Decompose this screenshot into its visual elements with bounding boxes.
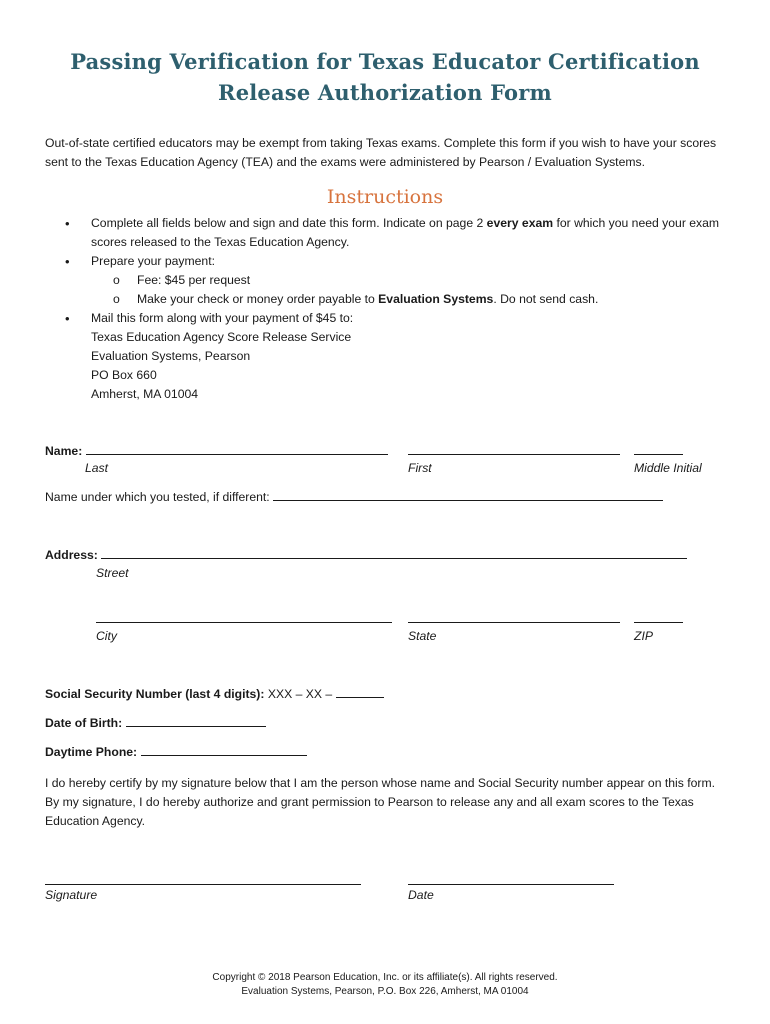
footer-address: Evaluation Systems, Pearson, P.O. Box 226, Amherst, MA 01004: [241, 986, 529, 997]
payment-fee-item: o Fee: $45 per request: [45, 271, 725, 290]
ssn-row: [45, 687, 384, 701]
first-name-field[interactable]: [408, 444, 620, 455]
mailing-address-line-1: Texas Education Agency Score Release Service: [91, 330, 352, 344]
state-caption: State: [408, 629, 437, 643]
mailing-address-line-3: PO Box 660: [91, 368, 157, 382]
signature-caption: Signature: [45, 888, 98, 902]
date-caption: Date: [408, 888, 434, 902]
state-field[interactable]: [408, 612, 620, 623]
title-line-2: Release Authorization Form: [218, 80, 552, 105]
sub-bullet-icon: o: [113, 273, 120, 287]
middle-initial-caption: Middle Initial: [634, 461, 702, 475]
mailing-address-line-4: Amherst, MA 01004: [91, 387, 199, 401]
address-row: [45, 548, 687, 562]
page-title: [40, 46, 730, 108]
first-name-caption: First: [408, 461, 432, 475]
copyright-text: Copyright © 2018 Pearson Education, Inc. or its affiliate(s). All rights reserved.: [212, 972, 558, 983]
bullet-icon: •: [65, 311, 70, 326]
phone-field[interactable]: [141, 745, 307, 756]
last-name-caption: Last: [85, 461, 109, 475]
address-label: Address:: [45, 548, 98, 562]
street-field[interactable]: [101, 548, 687, 559]
instructions-heading: Instructions: [326, 186, 444, 208]
sub-bullet-icon: o: [113, 292, 120, 306]
footer: [0, 971, 770, 999]
dob-row: [45, 716, 266, 730]
middle-initial-field[interactable]: [634, 444, 683, 455]
certification-paragraph: I do hereby certify by my signature below that I am the person whose name and Social Security number appear on this form. By my signature, I do hereby authorize and grant permission to Pearson to release any and all exam scores to the Texas Education Agency.: [45, 776, 715, 828]
signature-field[interactable]: [45, 874, 361, 885]
name-row: [45, 444, 388, 458]
bullet-icon: •: [65, 216, 70, 231]
every-exam-emphasis: every exam: [486, 216, 554, 230]
payment-payable-item: o Make your check or money order payable to Evaluation Systems. Do not send cash.: [45, 290, 725, 309]
ssn-prefix: XXX – XX –: [267, 687, 333, 701]
title-line-1: Passing Verification for Texas Educator Certification: [70, 49, 700, 74]
tested-name-field[interactable]: [273, 490, 663, 501]
ssn-label: Social Security Number (last 4 digits):: [45, 687, 265, 701]
mailing-address-line-2: Evaluation Systems, Pearson: [91, 349, 251, 363]
last-name-field[interactable]: [86, 444, 388, 455]
phone-row: [45, 745, 307, 759]
payee-emphasis: Evaluation Systems: [378, 292, 494, 306]
instruction-item-1: • Complete all fields below and sign and date this form. Indicate on page 2 every exam for which you need your exam scores released to the Texas Education Agency.: [65, 216, 720, 249]
ssn-last4-field[interactable]: [336, 687, 384, 698]
city-field[interactable]: [96, 612, 392, 623]
name-label: Name:: [45, 444, 83, 458]
instruction-item-2: • Prepare your payment:: [65, 254, 215, 269]
dob-field[interactable]: [126, 716, 266, 727]
intro-paragraph: Out-of-state certified educators may be exempt from taking Texas exams. Complete this form if you wish to have your scores sent to the Texas Education Agency (TEA) and the exams were administered by Pearson / Evaluation Systems.: [45, 136, 717, 169]
date-field[interactable]: [408, 874, 614, 885]
dob-label: Date of Birth:: [45, 716, 123, 730]
phone-label: Daytime Phone:: [45, 745, 138, 759]
tested-name-label: Name under which you tested, if different:: [45, 490, 270, 504]
instruction-item-3: • Mail this form along with your payment of $45 to:: [65, 311, 354, 326]
zip-caption: ZIP: [634, 629, 653, 643]
city-caption: City: [96, 629, 117, 643]
tested-name-row: [45, 490, 663, 504]
bullet-icon: •: [65, 254, 70, 269]
zip-field[interactable]: [634, 612, 683, 623]
instructions-list: [45, 214, 725, 404]
street-caption: Street: [96, 566, 129, 580]
